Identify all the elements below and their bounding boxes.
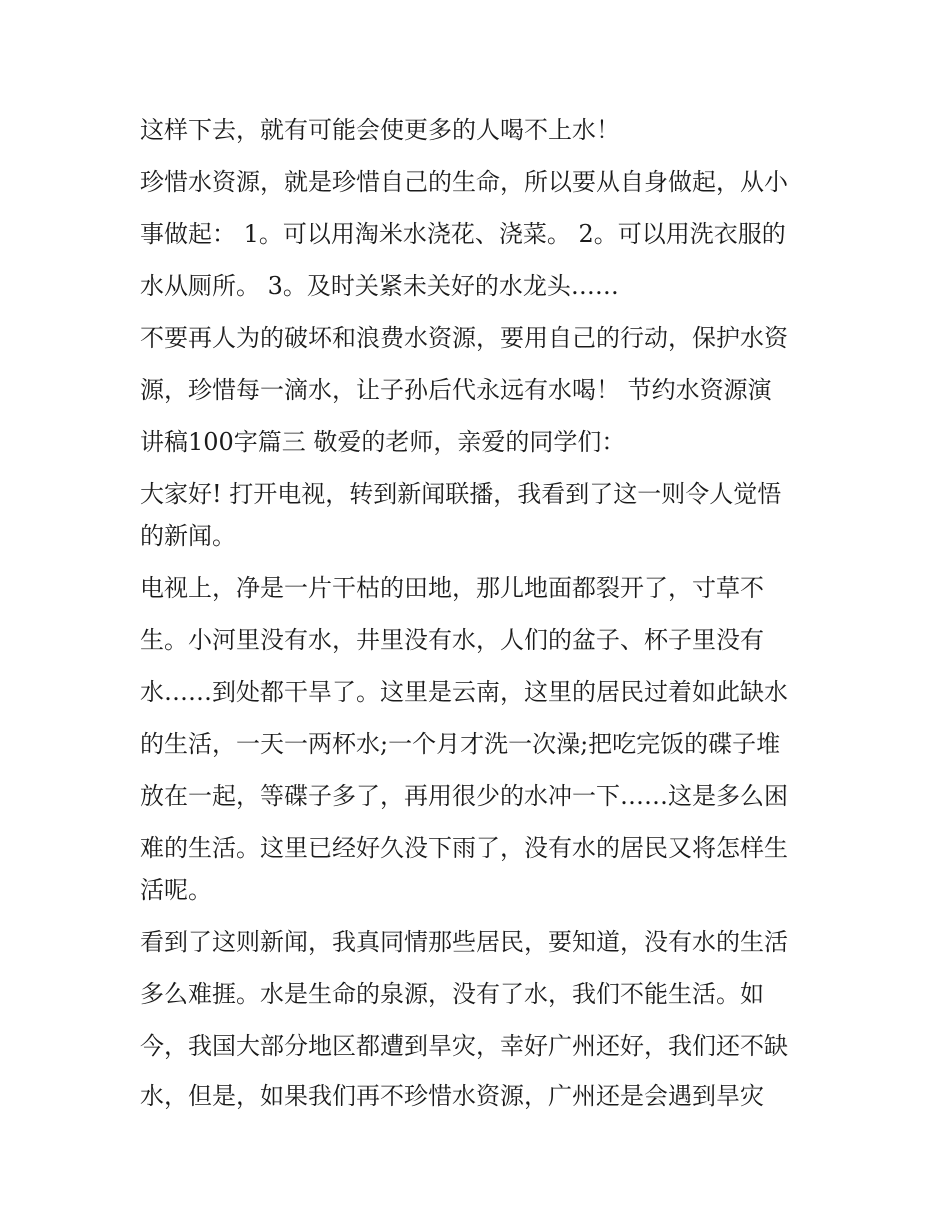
text-line-11: 生。小河里没有水，井里没有水，人们的盆子、杯子里没有 — [140, 626, 764, 654]
text-line-18: 多么难捱。水是生命的泉源，没有了水，我们不能生活。如 — [140, 980, 764, 1008]
text-line-16: 活呢。 — [140, 876, 212, 904]
text-line-17: 看到了这则新闻，我真同情那些居民，要知道，没有水的生活 — [140, 928, 788, 956]
text-line-14: 放在一起，等碟子多了，再用很少的水冲一下……这是多么困 — [140, 782, 788, 810]
text-line-13: 的生活，一天一两杯水;一个月才洗一次澡;把吃完饭的碟子堆 — [140, 730, 781, 758]
text-line-19: 今，我国大部分地区都遭到旱灾，幸好广州还好，我们还不缺 — [140, 1032, 788, 1060]
text-line-7: 讲稿100字篇三 敬爱的老师，亲爱的同学们： — [140, 428, 626, 456]
text-line-12: 水……到处都干旱了。这里是云南，这里的居民过着如此缺水 — [140, 678, 788, 706]
text-line-5: 不要再人为的破坏和浪费水资源，要用自己的行动，保护水资 — [140, 324, 788, 352]
text-line-3: 事做起： 1。可以用淘米水浇花、浇菜。 2。可以用洗衣服的 — [140, 220, 786, 248]
text-line-9: 的新闻。 — [140, 522, 236, 550]
text-line-2: 珍惜水资源，就是珍惜自己的生命，所以要从自身做起，从小 — [140, 168, 788, 196]
text-line-10: 电视上，净是一片干枯的田地，那儿地面都裂开了，寸草不 — [140, 574, 764, 602]
text-line-1: 这样下去，就有可能会使更多的人喝不上水！ — [140, 116, 620, 144]
text-line-6: 源，珍惜每一滴水，让子孙后代永远有水喝！ 节约水资源演 — [140, 376, 772, 404]
text-line-4: 水从厕所。 3。及时关紧未关好的水龙头…… — [140, 272, 619, 300]
text-line-8: 大家好! 打开电视，转到新闻联播，我看到了这一则令人觉悟 — [140, 480, 782, 508]
text-line-15: 难的生活。这里已经好久没下雨了，没有水的居民又将怎样生 — [140, 834, 788, 862]
text-line-20: 水，但是，如果我们再不珍惜水资源，广州还是会遇到旱灾 — [140, 1082, 764, 1110]
